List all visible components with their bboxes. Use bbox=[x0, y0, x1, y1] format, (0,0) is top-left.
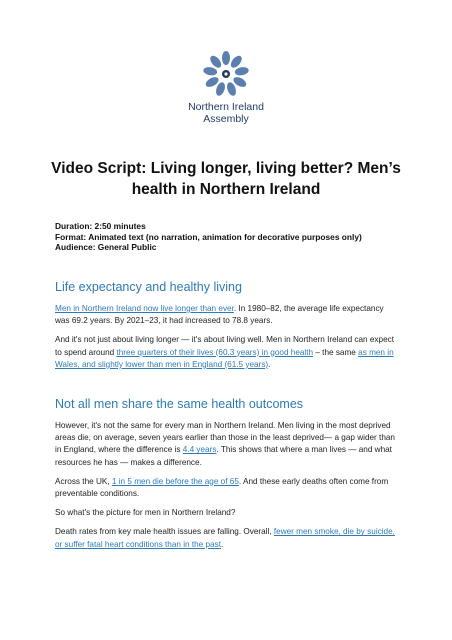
paragraph bbox=[55, 334, 400, 371]
paragraph bbox=[55, 476, 400, 500]
paragraph bbox=[55, 420, 400, 469]
logo-emblem bbox=[203, 50, 249, 100]
page-title: Video Script: Living longer, living better? Men’s health in Northern Ireland bbox=[51, 160, 401, 198]
paragraph-text: However, it's not the same for every man in Northern Ireland. Men living in the most deprived areas die, on average, seven years earlier than those in the least deprived— a gap wider than in England, where the difference is bbox=[55, 421, 395, 455]
section-health-outcomes bbox=[55, 397, 400, 558]
paragraph-text: . In 1980–82, the average life expectancy was 69.2 years. By 2021–23, it had increased to 78.8 years. bbox=[55, 304, 384, 326]
inline-link[interactable]: 4.4 years bbox=[182, 445, 217, 455]
inline-link[interactable]: as men in Wales, and slightly lower than men in England (61.5 years) bbox=[55, 347, 394, 369]
inline-link[interactable]: fewer men smoke, die by suicide, or suffer fatal heart conditions than in the past bbox=[55, 527, 395, 549]
paragraph bbox=[55, 303, 400, 327]
paragraph-text: Across the UK, bbox=[55, 476, 112, 486]
logo-line-1: Northern Ireland bbox=[188, 101, 264, 113]
inline-link[interactable]: 1 in 5 men die before the age of 65 bbox=[111, 476, 239, 486]
section-heading: Not all men share the same health outcomes bbox=[55, 397, 304, 411]
audience-line: Audience: General Public bbox=[55, 242, 157, 252]
paragraph: So what's the picture for men in Northern Ireland? bbox=[55, 508, 236, 518]
inline-link[interactable]: three quarters of their lives (60.3 years) in good health bbox=[116, 347, 314, 357]
paragraph-text: . And these early deaths often come from preventable conditions. bbox=[55, 476, 389, 499]
paragraph-text: And it's not just about living longer — it's about living well. Men in Northern Ireland can expect to spend around bbox=[55, 335, 394, 357]
logo-line-2: Assembly bbox=[203, 113, 249, 125]
paragraph-text: Death rates from key male health issues are falling. Overall, bbox=[55, 527, 274, 537]
duration-line: Duration: 2:50 minutes bbox=[55, 221, 146, 231]
section-heading: Life expectancy and healthy living bbox=[55, 280, 242, 294]
logo-text bbox=[0, 101, 452, 125]
paragraph-text: . bbox=[220, 539, 224, 549]
paragraph-text: . bbox=[268, 359, 271, 369]
paragraph-text: . This shows that where a man lives — and what resources he has — makes a difference. bbox=[55, 445, 392, 467]
inline-link[interactable]: Men in Northern Ireland now live longer than ever bbox=[55, 304, 234, 313]
format-line: Format: Animated text (no narration, animation for decorative purposes only) bbox=[55, 231, 362, 242]
section-life-expectancy bbox=[55, 280, 400, 378]
assembly-logo bbox=[0, 50, 452, 125]
paragraph-text: – the same bbox=[313, 347, 359, 357]
paragraph bbox=[55, 526, 400, 550]
script-meta bbox=[55, 221, 415, 253]
